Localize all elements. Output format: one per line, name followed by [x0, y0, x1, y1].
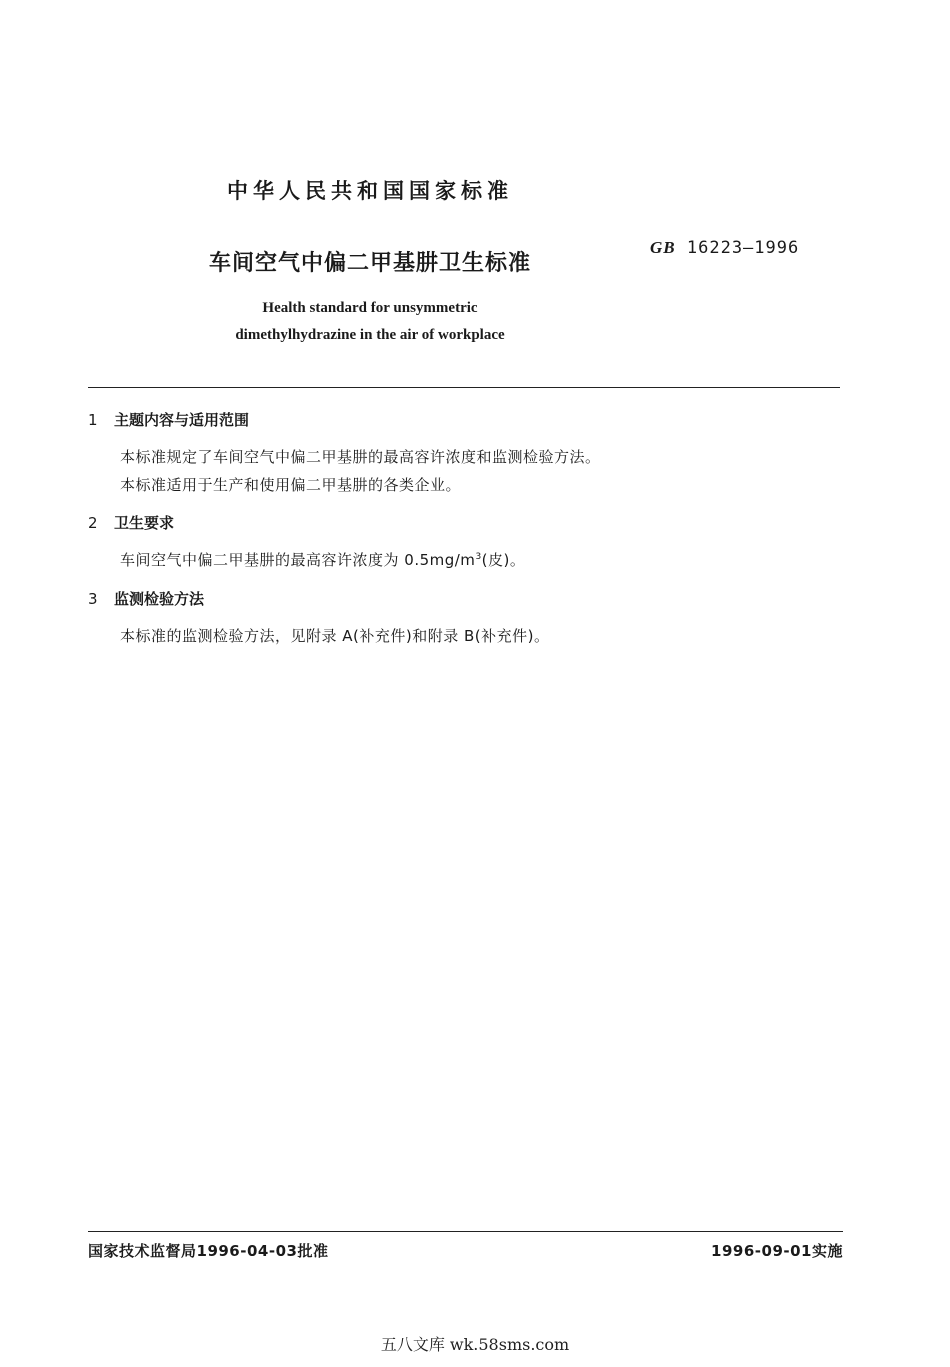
- standard-code: [650, 238, 799, 258]
- section-2-paragraph: [120, 549, 525, 570]
- approval-date: 国家技术监督局1996-04-03批准: [88, 1242, 329, 1260]
- section-2-text: 车间空气中偏二甲基肼的最高容许浓度为 0.5mg/m: [120, 551, 476, 569]
- section-2-suffix: (皮)。: [481, 551, 526, 569]
- section-1-paragraph-2: 本标准适用于生产和使用偏二甲基肼的各类企业。: [120, 476, 462, 494]
- section-2-superscript: 3: [475, 552, 482, 562]
- standard-code-number: 16223—1996: [686, 238, 800, 258]
- section-3-number: 3: [88, 590, 98, 608]
- standard-title-en-line2: dimethylhydrazine in the air of workplace: [235, 327, 505, 343]
- national-standard-heading: 中华人民共和国国家标准: [227, 179, 513, 203]
- standard-title-en-line1: Health standard for unsymmetric: [262, 300, 478, 316]
- section-2-title: 卫生要求: [114, 514, 175, 532]
- section-1-number: 1: [88, 411, 98, 429]
- section-3-heading: [88, 588, 204, 609]
- header-divider: [88, 387, 840, 388]
- section-1-heading: [88, 409, 249, 430]
- section-1-paragraph-1: 本标准规定了车间空气中偏二甲基肼的最高容许浓度和监测检验方法。: [120, 448, 601, 466]
- section-2-heading: [88, 512, 174, 533]
- watermark: 五八文库 wk.58sms.com: [380, 1335, 570, 1354]
- standard-code-prefix: GB: [650, 238, 676, 257]
- section-2-number: 2: [88, 514, 98, 532]
- effective-date: 1996-09-01实施: [711, 1242, 843, 1260]
- section-1-title: 主题内容与适用范围: [114, 411, 250, 429]
- section-3-paragraph: 本标准的监测检验方法，见附录 A(补充件)和附录 B(补充件)。: [120, 627, 550, 645]
- footer-divider: [88, 1231, 843, 1232]
- section-3-title: 监测检验方法: [114, 590, 205, 608]
- standard-title-cn: 车间空气中偏二甲基肼卫生标准: [208, 251, 531, 276]
